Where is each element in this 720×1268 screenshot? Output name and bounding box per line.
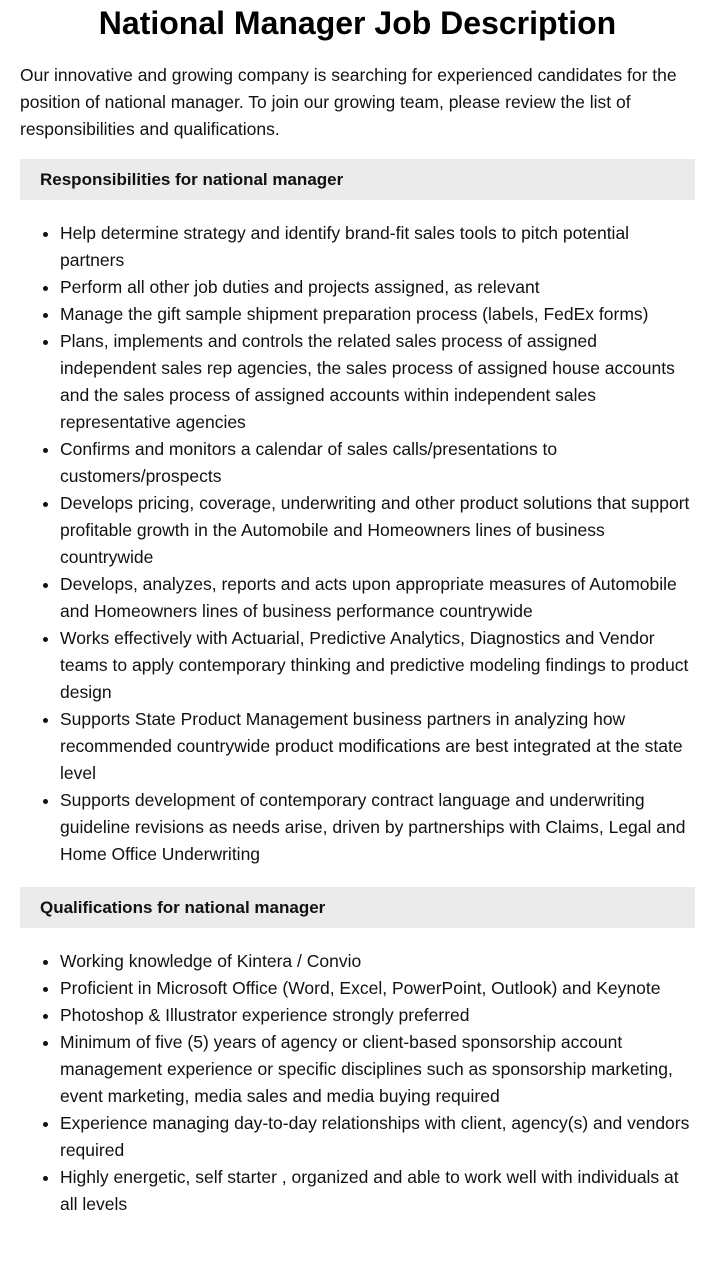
qualifications-heading: Qualifications for national manager <box>20 887 695 928</box>
qualifications-list <box>20 948 695 1218</box>
intro-paragraph: Our innovative and growing company is searching for experienced candidates for the position of national manager. To join our growing team, please review the list of responsibilities and qualifications. <box>20 65 677 139</box>
list-item: • Photoshop & Illustrator experience strongly preferred <box>60 1002 695 1029</box>
list-item: • Working knowledge of Kintera / Convio <box>60 948 695 975</box>
list-item: • Help determine strategy and identify brand-fit sales tools to pitch potential partners <box>60 220 695 274</box>
list-item: • Develops pricing, coverage, underwriting and other product solutions that support profitable growth in the Automobile and Homeowners lines of business countrywide <box>60 490 695 571</box>
list-item: • Supports State Product Management business partners in analyzing how recommended countrywide product modifications are best integrated at the state level <box>60 706 695 787</box>
responsibilities-list <box>20 220 695 868</box>
list-item: • Confirms and monitors a calendar of sales calls/presentations to customers/prospects <box>60 436 695 490</box>
list-item: • Supports development of contemporary contract language and underwriting guideline revisions as needs arise, driven by partnerships with Claims, Legal and Home Office Underwriting <box>60 787 695 868</box>
list-item: • Develops, analyzes, reports and acts upon appropriate measures of Automobile and Homeowners lines of business performance countrywide <box>60 571 695 625</box>
list-item: • Proficient in Microsoft Office (Word, Excel, PowerPoint, Outlook) and Keynote <box>60 975 695 1002</box>
list-item: • Minimum of five (5) years of agency or client-based sponsorship account management experience or specific disciplines such as sponsorship marketing, event marketing, media sales and media buying required <box>60 1029 695 1110</box>
list-item: • Manage the gift sample shipment preparation process (labels, FedEx forms) <box>60 301 695 328</box>
responsibilities-heading: Responsibilities for national manager <box>20 159 695 200</box>
list-item: • Highly energetic, self starter , organized and able to work well with individuals at all levels <box>60 1164 695 1218</box>
page-title: National Manager Job Description <box>98 5 617 41</box>
list-item: • Experience managing day-to-day relationships with client, agency(s) and vendors required <box>60 1110 695 1164</box>
list-item: • Perform all other job duties and projects assigned, as relevant <box>60 274 695 301</box>
list-item: • Plans, implements and controls the related sales process of assigned independent sales rep agencies, the sales process of assigned house accounts and the sales process of assigned accounts within independent sales representative agencies <box>60 328 695 436</box>
list-item: • Works effectively with Actuarial, Predictive Analytics, Diagnostics and Vendor teams to apply contemporary thinking and predictive modeling findings to product design <box>60 625 695 706</box>
